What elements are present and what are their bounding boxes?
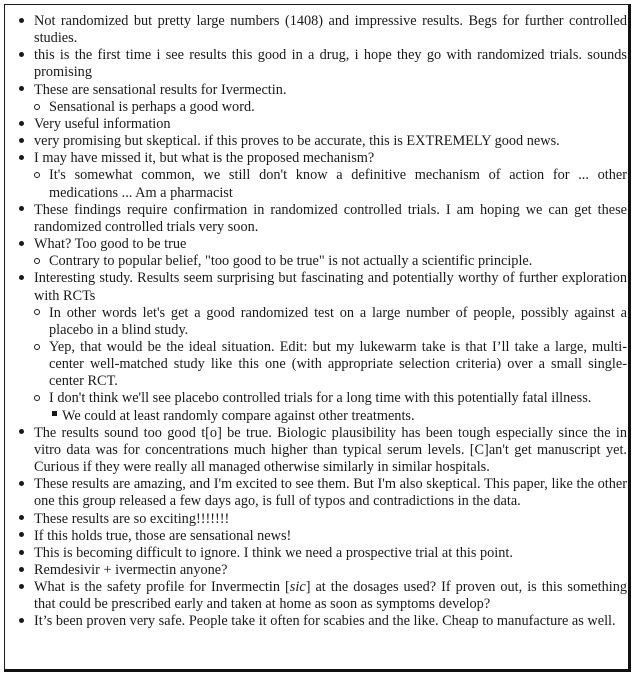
reply-item <box>32 253 627 270</box>
reply-item <box>32 339 627 390</box>
nested-reply-list <box>49 408 627 425</box>
comment-item <box>10 511 627 528</box>
reply-list <box>32 167 627 201</box>
hollow-bullet-icon <box>34 167 40 184</box>
hollow-bullet-icon <box>34 99 40 116</box>
comment-item <box>10 13 627 47</box>
bullet-icon <box>19 150 24 167</box>
reply-text: Contrary to popular belief, "too good to be true" is not actually a scientific principle. <box>49 253 533 270</box>
comment-item <box>10 150 627 201</box>
reply-list <box>32 99 627 116</box>
comment-list <box>10 13 627 631</box>
comment-item <box>10 133 627 150</box>
comment-text: If this holds true, those are sensational news! <box>34 527 292 544</box>
comment-item <box>10 613 627 630</box>
bullet-icon <box>19 528 24 545</box>
comment-text: this is the first time i see results this good in a drug, i hope they go with randomized trials. sounds promising <box>34 47 627 81</box>
comment-text: Remdesivir + ivermectin anyone? <box>34 562 228 578</box>
bullet-icon <box>19 562 24 579</box>
hollow-bullet-icon <box>34 390 40 407</box>
reply-list <box>32 253 627 270</box>
comment-item <box>10 82 627 116</box>
reply-text: In other words let's get a good randomized test on a large number of people, possibly against a placebo in a blind study. <box>49 304 627 338</box>
bullet-icon <box>19 236 24 253</box>
reply-item <box>32 167 627 201</box>
sic-annotation: sic <box>289 579 306 596</box>
bullet-icon <box>19 116 24 133</box>
comment-text: Interesting study. Results seem surprising but fascinating and potentially worthy of further exploration with RCTs <box>34 270 627 304</box>
bullet-icon <box>19 579 24 596</box>
reply-text: I don't think we'll see placebo controlled trials for a long time with this potentially fatal illness. <box>49 390 592 407</box>
comment-text: These results are amazing, and I'm excited to see them. But I'm also skeptical. This paper, like the other one this group released a few days ago, is full of typos and contradictions in the data. <box>34 476 627 510</box>
hollow-bullet-icon <box>34 253 40 270</box>
comment-list-container <box>10 13 627 631</box>
reply-item <box>32 305 627 339</box>
nested-reply-item <box>49 408 627 425</box>
comment-item <box>10 562 627 579</box>
reply-text: It's somewhat common, we still don't know a definitive mechanism of action for ... other medications ... Am a pharmacist <box>49 167 627 201</box>
comment-text: It’s been proven very safe. People take it often for scabies and the like. Cheap to manufacture as well. <box>34 613 616 630</box>
bullet-icon <box>19 476 24 493</box>
comment-text: These findings require confirmation in randomized controlled trials. I am hoping we can get these randomized controlled trials very soon. <box>34 201 627 235</box>
reply-text: Yep, that would be the ideal situation. Edit: but my lukewarm take is that I’ll take a large, multi-center well-matched study like this one (with appropriate selection criteria) over a small single-center RCT. <box>49 338 627 390</box>
bullet-icon <box>19 82 24 99</box>
comment-item <box>10 270 627 424</box>
comment-text: Very useful information <box>34 115 171 132</box>
comment-text <box>34 579 627 612</box>
comment-item <box>10 236 627 270</box>
comment-text: very promising but skeptical. if this proves to be accurate, this is EXTREMELY good news. <box>34 133 560 150</box>
comment-item <box>10 579 627 613</box>
bullet-icon <box>19 425 24 442</box>
bullet-icon <box>19 613 24 630</box>
comment-item <box>10 476 627 510</box>
bullet-icon <box>19 202 24 219</box>
reply-item <box>32 390 627 424</box>
comment-text: I may have missed it, but what is the proposed mechanism? <box>34 150 375 167</box>
comment-text-part: ] at the dosages used? If proven out, is this something that could be prescribed early and taken at home as soon as symptoms develop? <box>34 579 627 613</box>
comment-item <box>10 528 627 545</box>
comment-text: The results sound too good t[o] be true. Biologic plausibility has been tough especially since the in vitro data was for concentrations much higher than typical serum levels. [C]an't get manuscript yet. Curious if they were really all managed otherwise similarly in similar hospitals. <box>34 424 627 476</box>
hollow-bullet-icon <box>34 339 40 356</box>
reply-item <box>32 99 627 116</box>
comment-item <box>10 47 627 81</box>
bullet-icon <box>19 511 24 528</box>
bullet-icon <box>19 47 24 64</box>
comment-text: Not randomized but pretty large numbers (1408) and impressive results. Begs for further controlled studies. <box>34 13 627 47</box>
comment-text: This is becoming difficult to ignore. I think we need a prospective trial at this point. <box>34 544 513 561</box>
reply-text: Sensational is perhaps a good word. <box>49 98 255 115</box>
hollow-bullet-icon <box>34 305 40 322</box>
comment-text: These results are so exciting!!!!!!! <box>34 510 230 527</box>
comment-text: What? Too good to be true <box>34 236 187 253</box>
comment-text-part: What is the safety profile for Invermectin [ <box>34 579 290 596</box>
reply-list <box>32 305 627 425</box>
comment-item <box>10 425 627 476</box>
square-bullet-icon <box>52 407 57 424</box>
bullet-icon <box>19 545 24 562</box>
nested-reply-text: We could at least randomly compare against other treatments. <box>62 407 415 424</box>
comment-item <box>10 202 627 236</box>
comment-text: These are sensational results for Ivermectin. <box>34 81 287 98</box>
bullet-icon <box>19 133 24 150</box>
comment-item <box>10 545 627 562</box>
comment-item <box>10 116 627 133</box>
bullet-icon <box>19 270 24 287</box>
bullet-icon <box>19 13 24 30</box>
